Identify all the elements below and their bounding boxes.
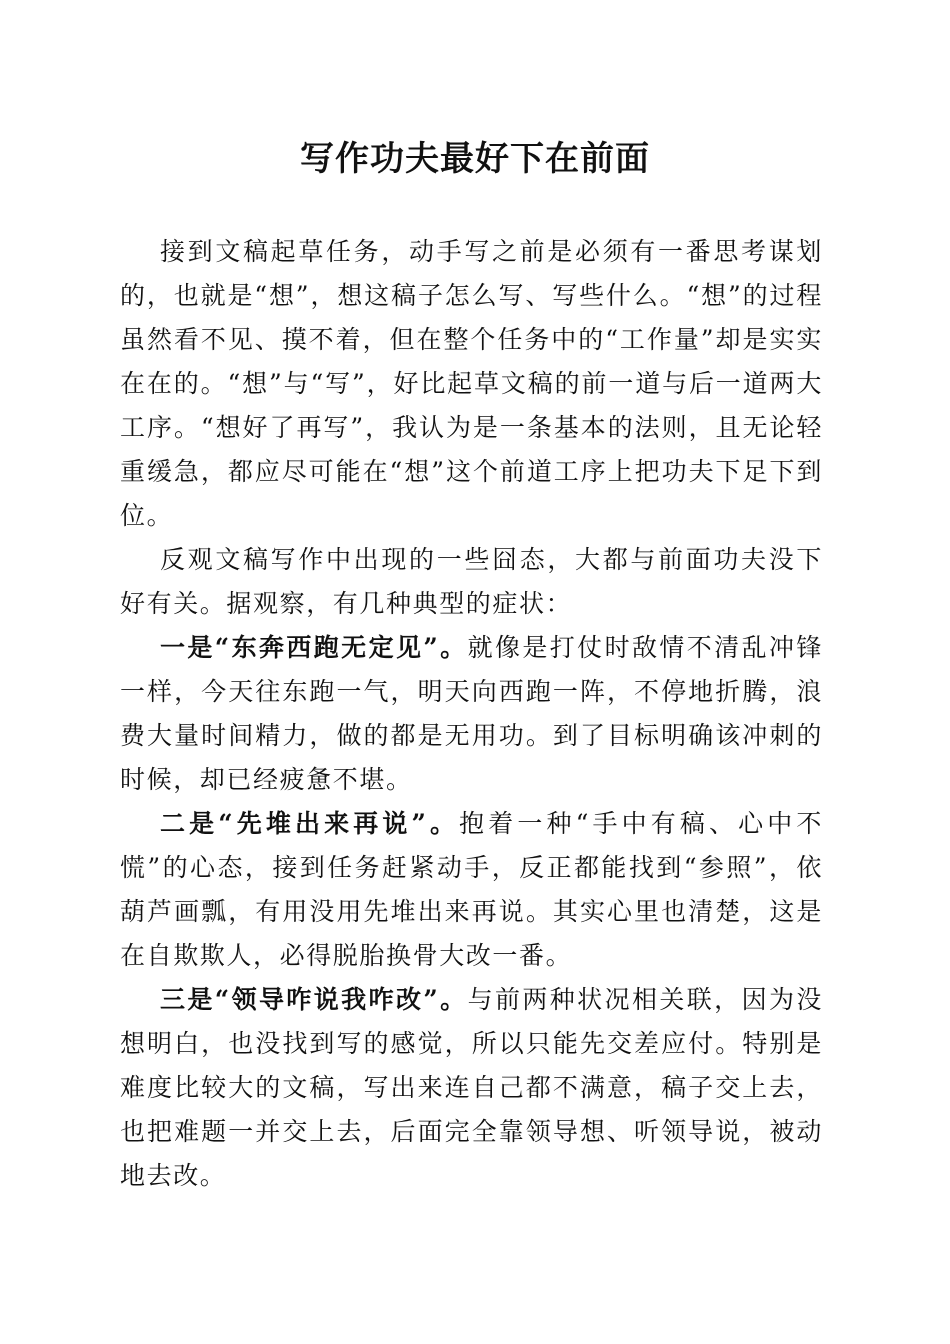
paragraph-intro	[120, 230, 823, 538]
paragraph-observation-text: 反观文稿写作中出现的一些囧态，大都与前面功夫没下好有关。据观察，有几种典型的症状：	[120, 545, 823, 618]
symptom-3-text: 与前两种状况相关联，因为没想明白，也没找到写的感觉，所以只能先交差应付。特别是难度比较大的文稿，写出来连自己都不满意，稿子交上去，也把难题一并交上去，后面完全靠领导想、听领导说，被动地去改。	[120, 985, 823, 1190]
symptom-1-text: 就像是打仗时敌情不清乱冲锋一样，今天往东跑一气，明天向西跑一阵，不停地折腾，浪费大量时间精力，做的都是无用功。到了目标明确该冲刺的时候，却已经疲惫不堪。	[120, 633, 823, 794]
paragraph-symptom-1	[120, 626, 823, 802]
symptom-3-heading: 三是“领导咋说我咋改”。	[160, 985, 468, 1014]
paragraph-observation	[120, 538, 823, 626]
paragraph-intro-text: 接到文稿起草任务，动手写之前是必须有一番思考谋划的，也就是“想”，想这稿子怎么写、写些什么。“想”的过程虽然看不见、摸不着，但在整个任务中的“工作量”却是实实在在的。“想”与“写”，好比起草文稿的前一道与后一道两大工序。“想好了再写”，我认为是一条基本的法则，且无论轻重缓急，都应尽可能在“想”这个前道工序上把功夫下足下到位。	[120, 237, 823, 530]
document-title: 写作功夫最好下在前面	[300, 139, 650, 179]
symptom-2-heading: 二是“先堆出来再说”。	[160, 809, 460, 838]
symptom-2-text: 抱着一种“手中有稿、心中不慌”的心态，接到任务赶紧动手，反正都能找到“参照”，依葫芦画瓢，有用没用先堆出来再说。其实心里也清楚，这是在自欺欺人，必得脱胎换骨大改一番。	[120, 809, 823, 970]
paragraph-symptom-3	[120, 978, 823, 1198]
symptom-1-heading: 一是“东奔西跑无定见”。	[160, 633, 468, 662]
paragraph-symptom-2	[120, 802, 823, 978]
document-body	[120, 230, 823, 1198]
